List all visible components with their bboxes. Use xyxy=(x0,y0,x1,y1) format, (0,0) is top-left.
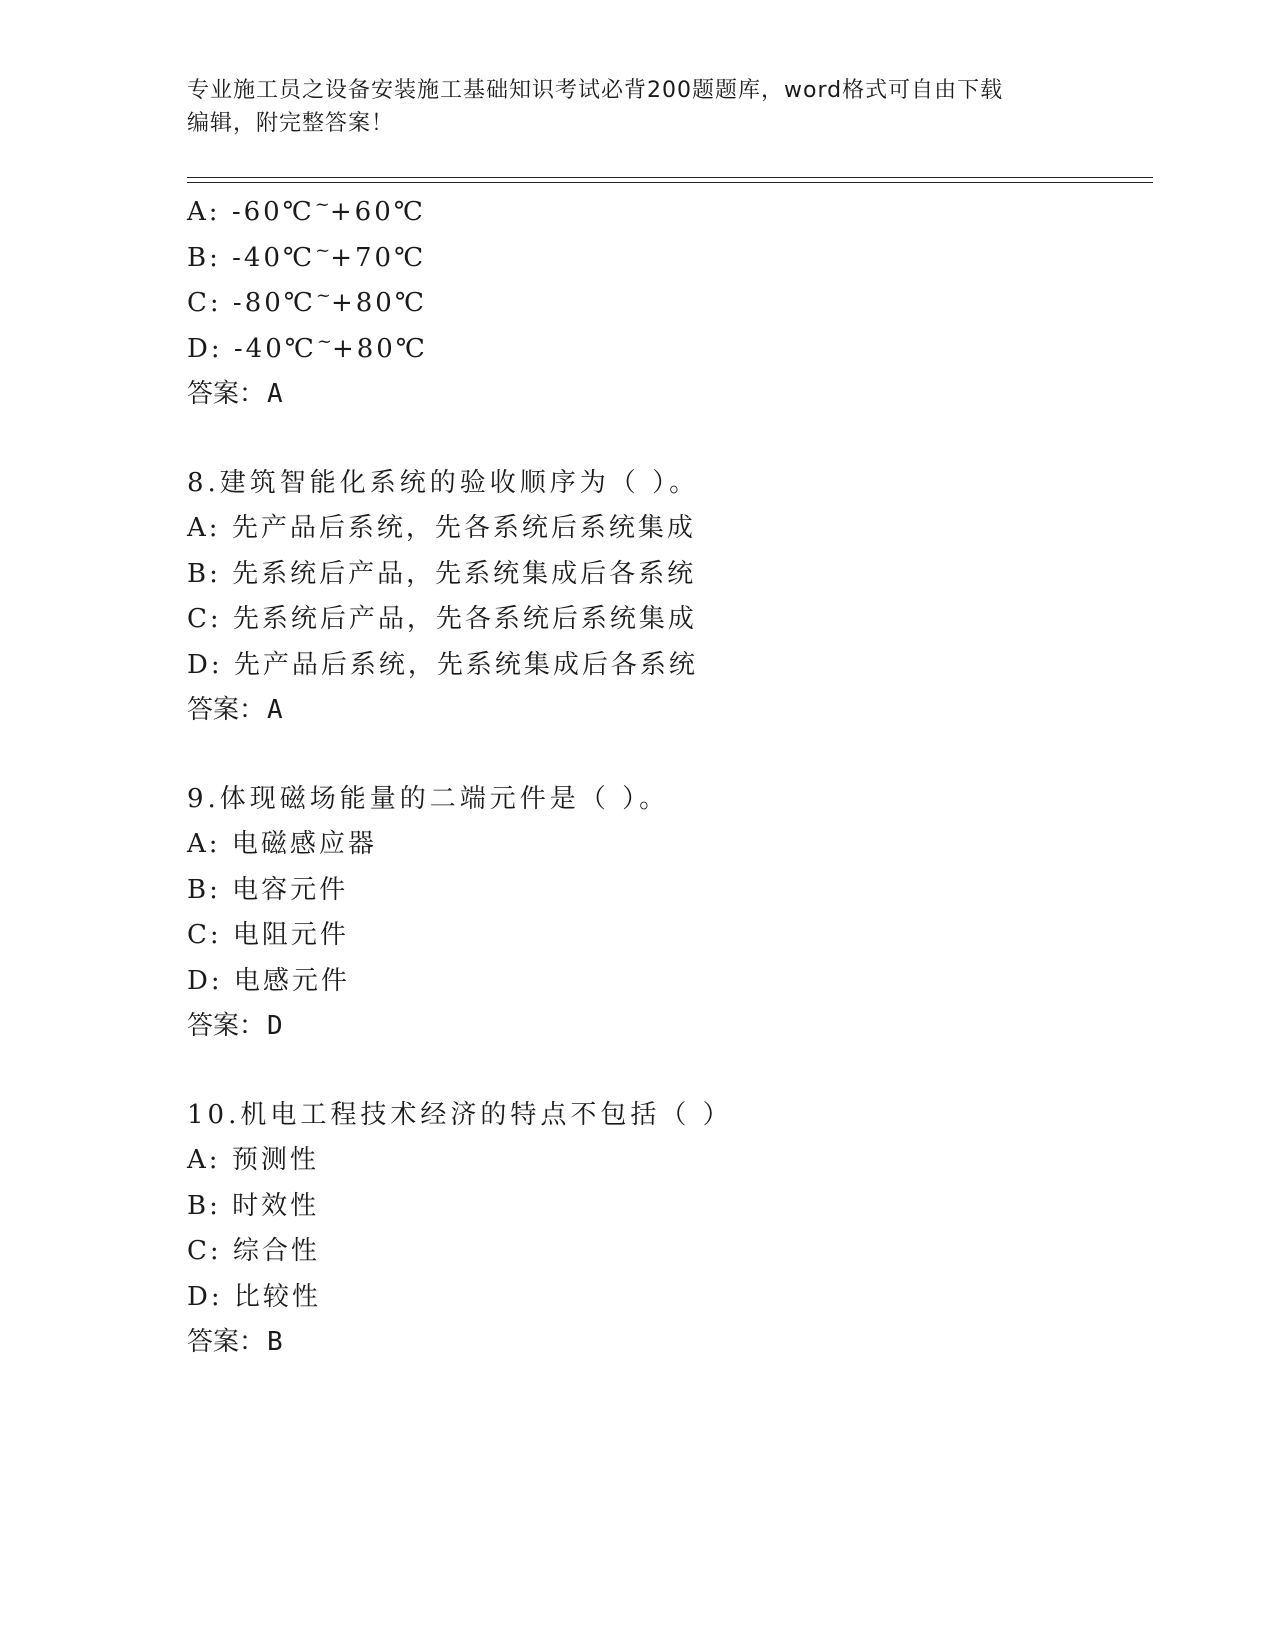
option-from: -60℃ xyxy=(231,197,315,227)
option-text: 先系统后产品，先系统集成后各系统 xyxy=(232,558,697,589)
answer-label: 答案： xyxy=(187,1011,266,1041)
answer-label: 答案： xyxy=(187,379,266,409)
option-label: B: xyxy=(187,242,221,273)
option-text: 先产品后系统，先各系统后系统集成 xyxy=(231,513,696,543)
spacer xyxy=(187,1050,1147,1093)
option-b xyxy=(187,236,1147,282)
question-block-9 xyxy=(187,777,1147,1050)
option-from: -80℃ xyxy=(232,288,316,318)
option-b xyxy=(187,1184,1147,1230)
option-c xyxy=(187,913,1147,959)
option-label: C: xyxy=(187,288,222,318)
option-d xyxy=(187,1275,1147,1321)
question-list xyxy=(187,190,1147,1366)
question-block-7 xyxy=(187,190,1147,418)
option-label: C: xyxy=(187,604,222,634)
option-text: 电感元件 xyxy=(233,965,350,996)
option-label: A: xyxy=(187,1145,221,1175)
question-block-10 xyxy=(187,1093,1147,1366)
option-to: +80℃ xyxy=(331,333,428,364)
option-label: C: xyxy=(187,920,222,950)
option-label: D: xyxy=(187,1281,223,1312)
header-line-2: 编辑，附完整答案！ xyxy=(187,111,395,136)
option-label: C: xyxy=(187,1236,222,1266)
option-b xyxy=(187,868,1147,914)
option-a xyxy=(187,506,1147,552)
option-label: D: xyxy=(187,649,223,680)
answer-line xyxy=(187,688,1147,734)
option-label: A: xyxy=(187,197,221,227)
header-line-1: 专业施工员之设备安装施工基础知识考试必背200题题库，word格式可自由下载 xyxy=(187,78,1004,103)
option-text: 电磁感应器 xyxy=(231,829,377,859)
option-c xyxy=(187,281,1147,327)
option-text: 预测性 xyxy=(231,1145,319,1175)
option-d xyxy=(187,959,1147,1005)
option-a xyxy=(187,1138,1147,1184)
header-divider-bottom xyxy=(187,182,1153,183)
option-text: 先产品后系统，先系统集成后各系统 xyxy=(233,649,698,680)
question-block-8 xyxy=(187,461,1147,734)
option-to: +60℃ xyxy=(329,197,426,227)
option-label: B: xyxy=(187,1190,221,1221)
option-to: +70℃ xyxy=(330,242,427,273)
option-d xyxy=(187,643,1147,689)
answer-value: A xyxy=(267,379,283,409)
option-label: B: xyxy=(187,558,221,589)
option-label: A: xyxy=(187,513,221,543)
answer-value: B xyxy=(267,1327,283,1357)
question-text: 9.体现磁场能量的二端元件是（ ）。 xyxy=(187,783,670,814)
option-text: 时效性 xyxy=(232,1190,320,1221)
question-text: 10.机电工程技术经济的特点不包括（ ） xyxy=(187,1099,733,1130)
question-text: 8.建筑智能化系统的验收顺序为（ ）。 xyxy=(187,467,700,498)
option-text: 电容元件 xyxy=(232,874,349,905)
option-c xyxy=(187,597,1147,643)
option-from: -40℃ xyxy=(233,333,317,364)
option-c xyxy=(187,1229,1147,1275)
option-d xyxy=(187,327,1147,373)
tilde-sign: ~ xyxy=(314,194,330,215)
option-label: B: xyxy=(187,874,221,905)
option-text: 先系统后产品，先各系统后系统集成 xyxy=(232,604,697,634)
option-text: 电阻元件 xyxy=(232,920,349,950)
document-header xyxy=(187,74,1087,140)
tilde-sign: ~ xyxy=(316,330,332,352)
answer-line xyxy=(187,1004,1147,1050)
spacer xyxy=(187,418,1147,461)
option-text: 比较性 xyxy=(233,1281,321,1312)
answer-label: 答案： xyxy=(187,1327,266,1357)
answer-value: A xyxy=(267,695,283,725)
option-text: 综合性 xyxy=(232,1236,320,1266)
tilde-sign: ~ xyxy=(315,285,331,306)
header-divider-top xyxy=(187,177,1153,178)
option-b xyxy=(187,552,1147,598)
answer-value: D xyxy=(267,1011,283,1041)
answer-line xyxy=(187,1320,1147,1366)
option-label: D: xyxy=(187,333,223,364)
tilde-sign: ~ xyxy=(315,239,331,261)
option-label: D: xyxy=(187,965,223,996)
spacer xyxy=(187,734,1147,777)
option-from: -40℃ xyxy=(232,242,316,273)
option-to: +80℃ xyxy=(330,288,427,318)
option-label: A: xyxy=(187,829,221,859)
option-a xyxy=(187,190,1147,236)
option-a xyxy=(187,822,1147,868)
answer-label: 答案： xyxy=(187,695,266,725)
answer-line xyxy=(187,372,1147,418)
